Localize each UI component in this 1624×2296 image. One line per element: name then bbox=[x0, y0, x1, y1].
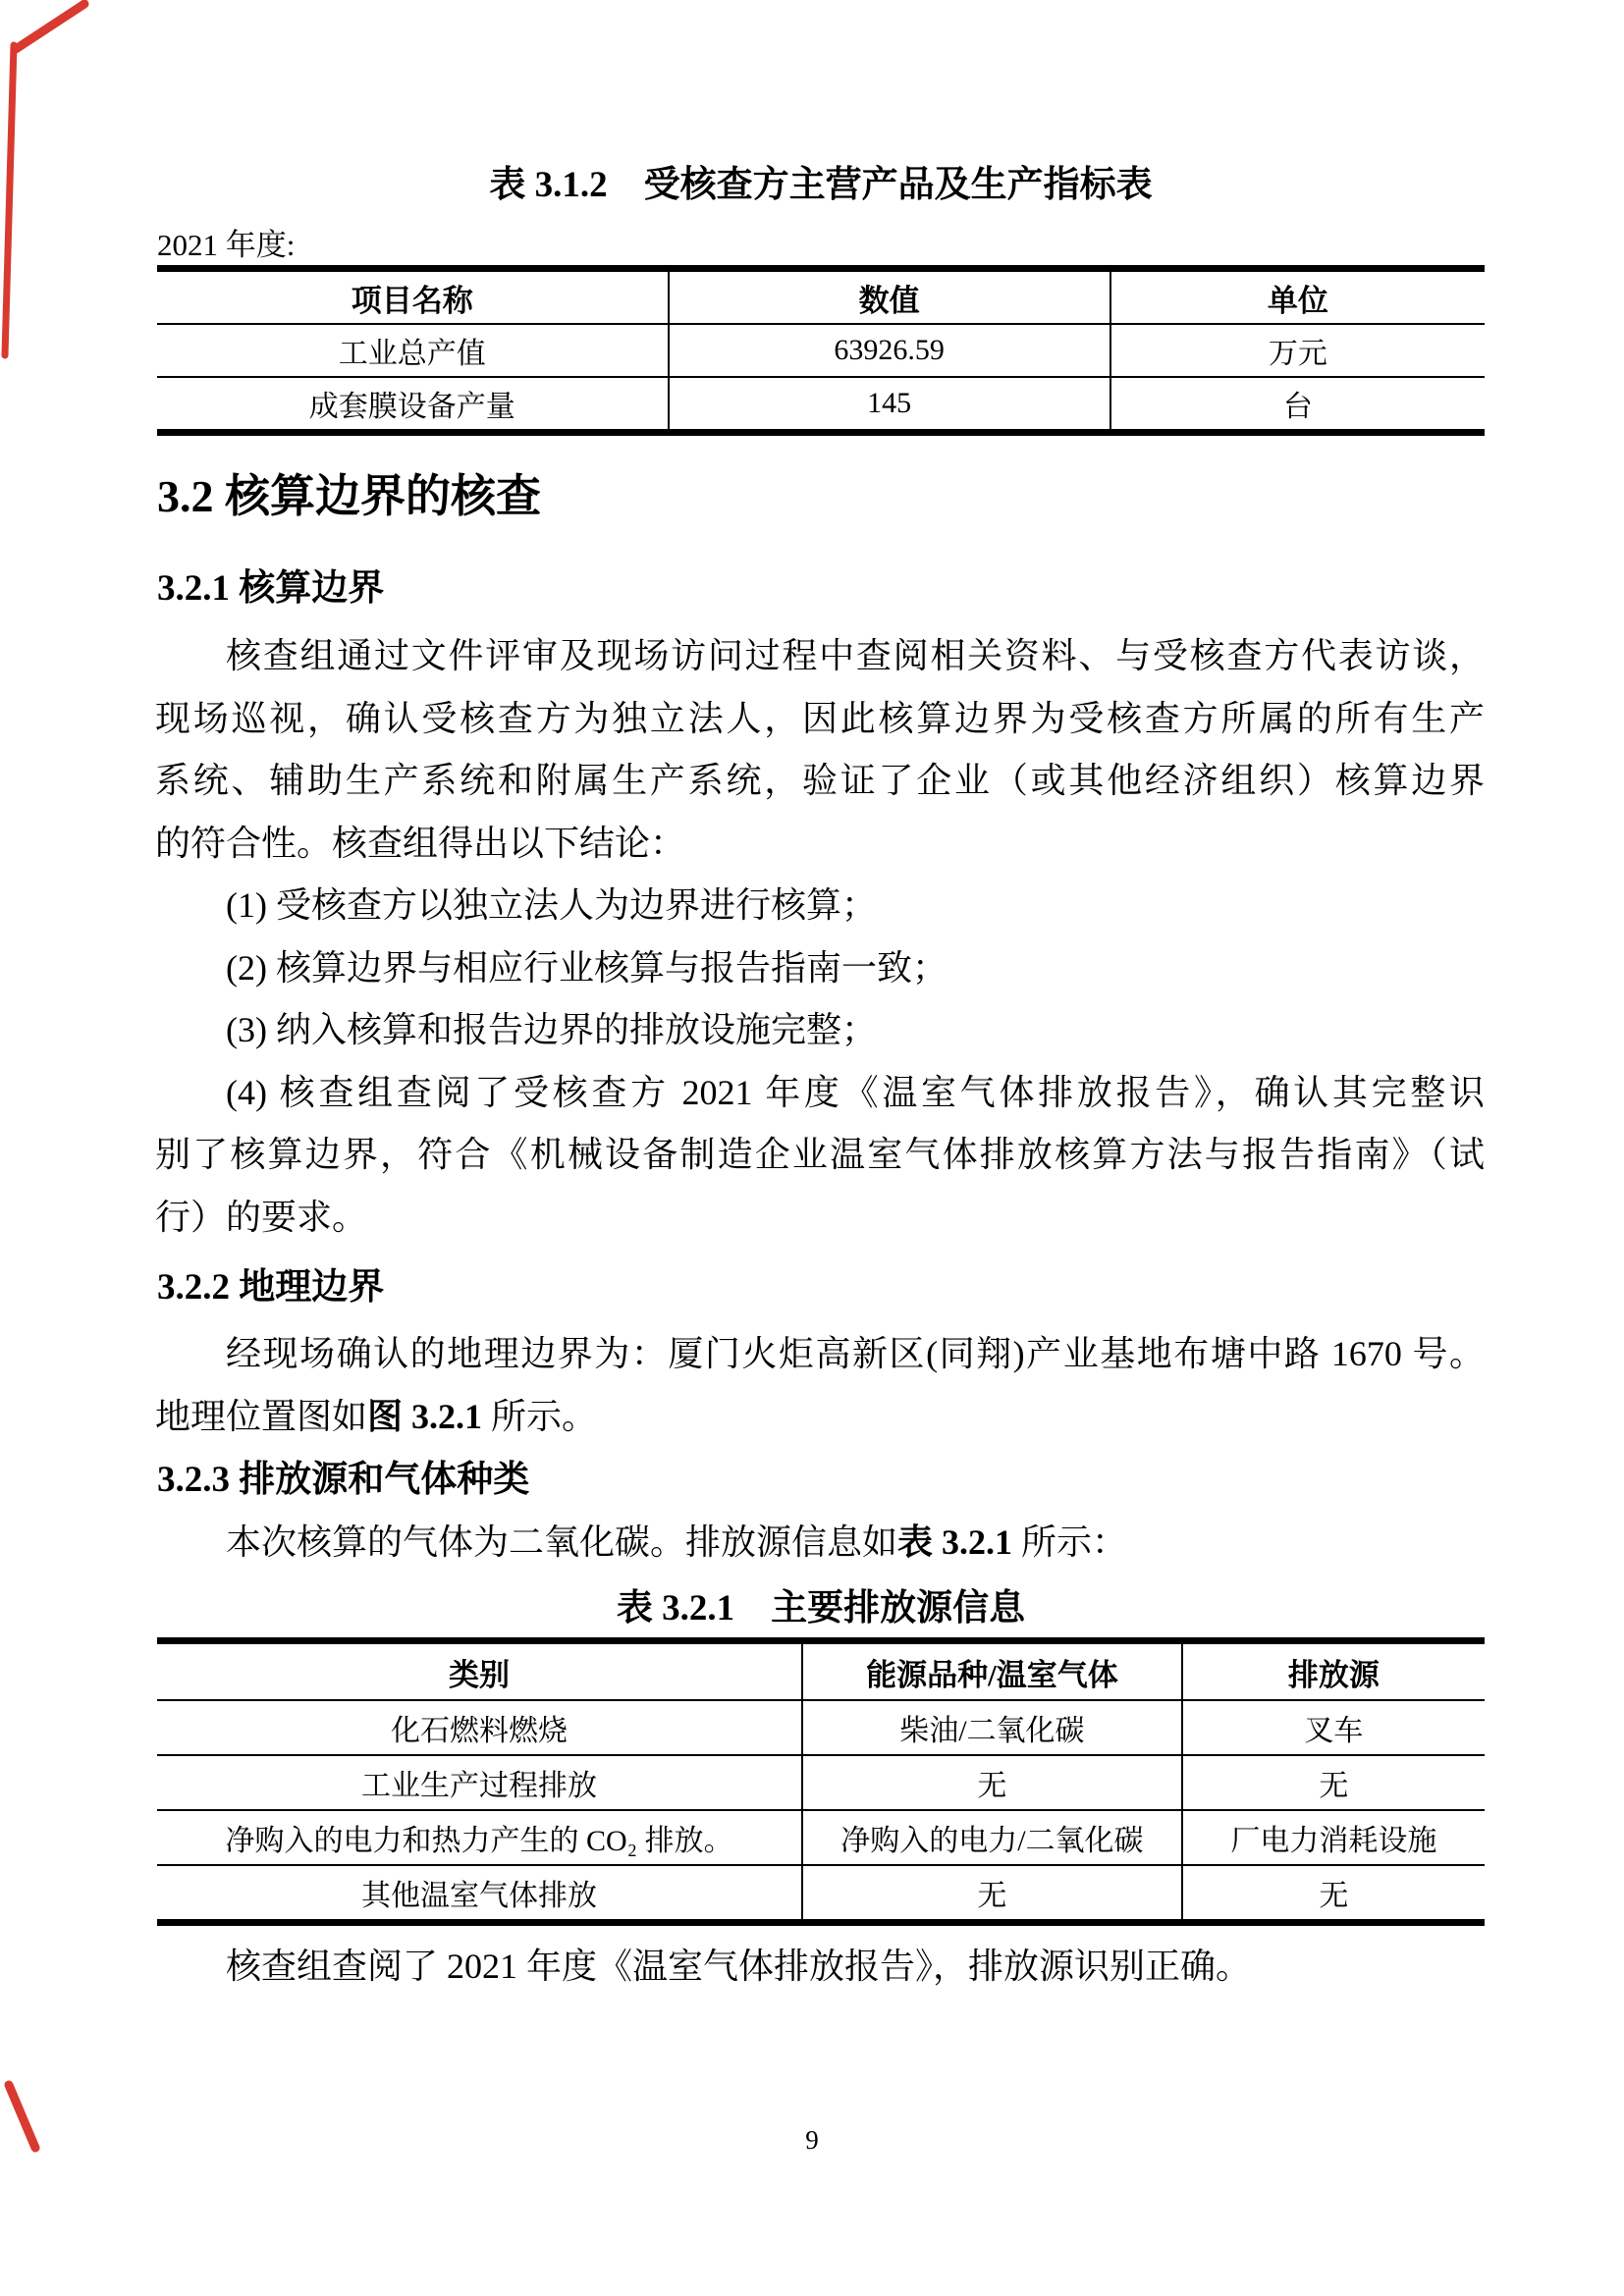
table-312-title: 表 3.1.2 受核查方主营产品及生产指标表 bbox=[489, 165, 1153, 205]
section-321-body bbox=[155, 625, 1485, 1249]
cell-item-name: 工业总产值 bbox=[157, 324, 669, 377]
cell-energy-gas: 净购入的电力/二氧化碳 bbox=[802, 1810, 1182, 1865]
scan-mark-top-left-icon bbox=[16, 4, 84, 49]
section-322-body bbox=[155, 1323, 1485, 1448]
conclusion-item-1: (1) 受核查方以独立法人为边界进行核算； bbox=[226, 885, 877, 925]
geo-figure-line bbox=[155, 1386, 1485, 1449]
col-header-energy-gas: 能源品种/温室气体 bbox=[802, 1641, 1182, 1701]
conclusion-item-4-line: 行）的要求。 bbox=[155, 1197, 368, 1237]
table-row bbox=[157, 1865, 1485, 1923]
paragraph-line: 核查组通过文件评审及现场访问过程中查阅相关资料、与受核查方代表访谈， bbox=[226, 636, 1485, 675]
table-row bbox=[157, 1755, 1485, 1810]
cell-source: 厂电力消耗设施 bbox=[1182, 1810, 1485, 1865]
cell-energy-gas: 无 bbox=[802, 1865, 1182, 1923]
cell-unit: 万元 bbox=[1110, 324, 1485, 377]
section-321-heading: 3.2.1 核算边界 bbox=[157, 568, 385, 609]
cell-source: 叉车 bbox=[1182, 1700, 1485, 1755]
section-323-body bbox=[155, 1512, 1485, 1575]
geo-boundary-line: 经现场确认的地理边界为：厦门火炬高新区(同翔)产业基地布塘中路 1670 号。 bbox=[226, 1334, 1485, 1373]
cell-category: 其他温室气体排放 bbox=[157, 1865, 802, 1923]
figure-321-reference: 图 3.2.1 bbox=[367, 1396, 483, 1436]
products-indicators-table bbox=[157, 265, 1485, 436]
table-321-reference: 表 3.2.1 bbox=[897, 1522, 1013, 1562]
cell-category: 净购入的电力和热力产生的 CO₂ 排放。 bbox=[157, 1810, 802, 1865]
closing-line: 核查组查阅了 2021 年度《温室气体排放报告》，排放源识别正确。 bbox=[226, 1947, 1252, 1986]
cell-item-name: 成套膜设备产量 bbox=[157, 377, 669, 433]
cell-energy-gas: 无 bbox=[802, 1755, 1182, 1810]
table-321-title: 表 3.2.1 主要排放源信息 bbox=[616, 1588, 1026, 1629]
conclusion-item-3: (3) 纳入核算和报告边界的排放设施完整； bbox=[226, 1010, 877, 1049]
emission-source-line bbox=[155, 1512, 1485, 1575]
emission-source-text: 本次核算的气体为二氧化碳。排放源信息如 bbox=[226, 1522, 898, 1562]
cell-source: 无 bbox=[1182, 1755, 1485, 1810]
emission-source-text-end: 所示： bbox=[1012, 1522, 1128, 1562]
section-32-heading: 3.2 核算边界的核查 bbox=[157, 471, 541, 521]
table-row bbox=[157, 269, 1485, 325]
table-row bbox=[157, 1810, 1485, 1865]
table-row bbox=[157, 377, 1485, 433]
cell-value: 145 bbox=[669, 377, 1110, 433]
geo-figure-text: 地理位置图如 bbox=[155, 1396, 368, 1436]
period-label: 2021 年度: bbox=[157, 228, 296, 262]
paragraph-line: 现场巡视，确认受核查方为独立法人，因此核算边界为受核查方所属的所有生产 bbox=[155, 698, 1485, 738]
col-header-unit: 单位 bbox=[1110, 269, 1485, 325]
section-322-heading: 3.2.2 地理边界 bbox=[157, 1267, 385, 1308]
closing-paragraph bbox=[155, 1936, 1485, 1999]
col-header-value: 数值 bbox=[669, 269, 1110, 325]
cell-unit: 台 bbox=[1110, 377, 1485, 433]
col-header-item-name: 项目名称 bbox=[351, 283, 473, 318]
cell-category: 工业生产过程排放 bbox=[157, 1755, 802, 1810]
geo-figure-text-end: 所示。 bbox=[482, 1396, 598, 1436]
scan-mark-left-edge-icon bbox=[5, 45, 14, 355]
conclusion-item-4-line: 别了核算边界，符合《机械设备制造企业温室气体排放核算方法与报告指南》（试 bbox=[155, 1135, 1485, 1174]
page-number: 9 bbox=[805, 2125, 819, 2155]
cell-category: 化石燃料燃烧 bbox=[157, 1700, 802, 1755]
col-header-category: 类别 bbox=[449, 1657, 511, 1692]
conclusion-item-2: (2) 核算边界与相应行业核算与报告指南一致； bbox=[226, 947, 947, 988]
emission-sources-table bbox=[157, 1637, 1485, 1926]
col-header-source: 排放源 bbox=[1182, 1641, 1485, 1701]
paragraph-line: 系统、辅助生产系统和附属生产系统，验证了企业（或其他经济组织）核算边界 bbox=[155, 761, 1485, 800]
paragraph-line: 的符合性。核查组得出以下结论： bbox=[155, 823, 686, 863]
table-row bbox=[157, 324, 1485, 377]
cell-source: 无 bbox=[1182, 1865, 1485, 1923]
cell-value: 63926.59 bbox=[669, 324, 1110, 377]
table-row bbox=[157, 1641, 1485, 1701]
table-row bbox=[157, 1700, 1485, 1755]
cell-energy-gas: 柴油/二氧化碳 bbox=[802, 1700, 1182, 1755]
conclusion-item-4-line: (4) 核查组查阅了受核查方 2021 年度《温室气体排放报告》，确认其完整识 bbox=[226, 1072, 1485, 1112]
section-323-heading: 3.2.3 排放源和气体种类 bbox=[157, 1460, 530, 1500]
